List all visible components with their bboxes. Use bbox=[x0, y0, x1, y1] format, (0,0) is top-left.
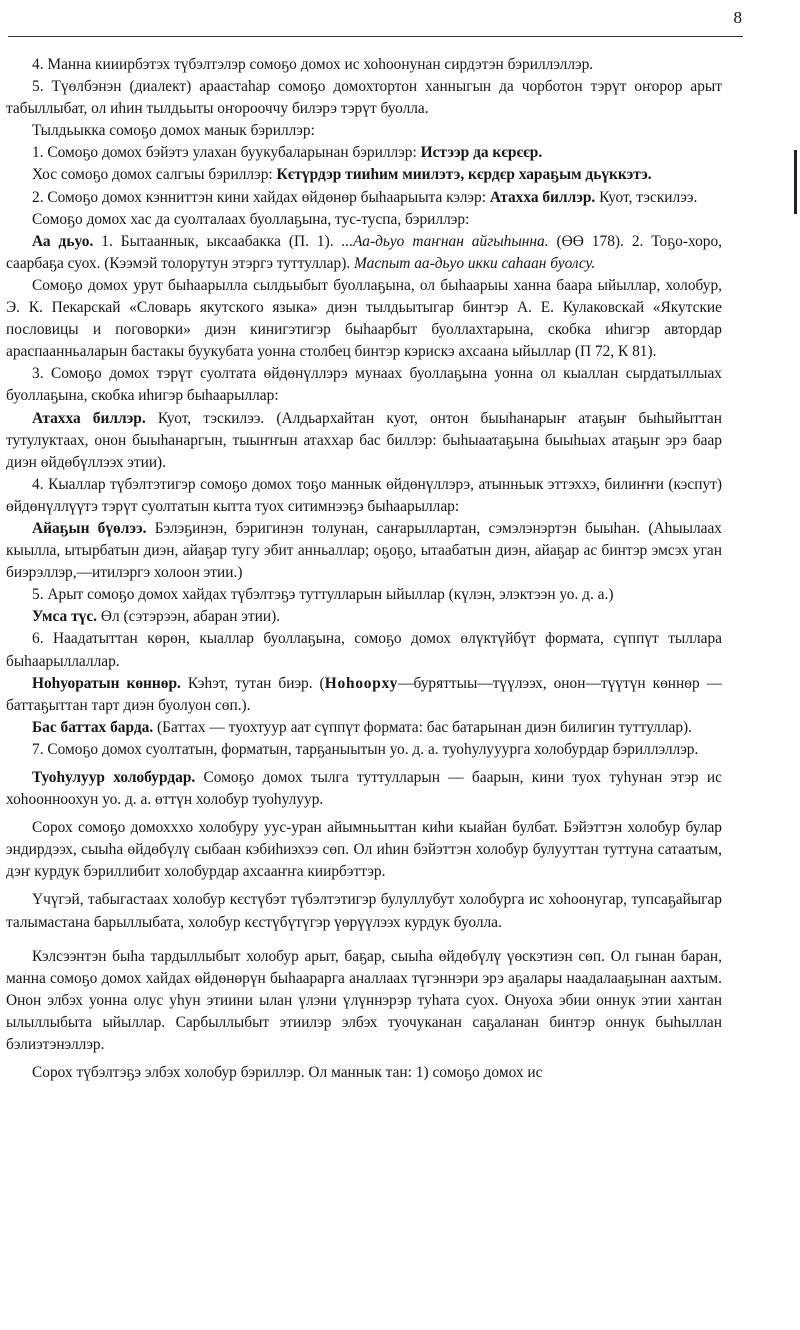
entry-aa-dyuo-source-1: (ӨӨ 178). bbox=[548, 232, 624, 250]
example-atakhkha-head: Атахха биллэр. bbox=[32, 409, 146, 427]
example-nohuoratyn-spaced: Ноһоорху bbox=[324, 674, 399, 692]
variants-rule bbox=[6, 164, 722, 186]
rule-item-7: 7. Сомоҕо домох суолтатын, форматын, тарҕаныытын уо. д. а. туоһулууурга холобурдар бэриллэллэр. bbox=[32, 740, 699, 758]
entry-format-intro: Тылдьыкка сомоҕо домох манык бэриллэр: bbox=[32, 122, 315, 140]
proof-examples-paragraph bbox=[6, 767, 722, 811]
example-umsa bbox=[6, 606, 722, 628]
variants-rule-text: Хос сомоҕо домох салгыы бэриллэр: bbox=[32, 166, 277, 184]
page-body bbox=[6, 54, 722, 1084]
entry-aa-dyuo-sense-2: 2. Тоҕо-хоро, саарбаҕа суох. (Кээмэй толорутун этэргэ туттуллар). bbox=[6, 232, 723, 272]
paragraph-last: Сорох түбэлтэҕэ элбэх холобур бэриллэр. Ол маннык тан: 1) сомоҕо домох ис bbox=[32, 1064, 543, 1082]
entry-rule-2-meaning: Куот, тэскилээ. bbox=[595, 188, 698, 206]
example-umsa-head: Умса түс. bbox=[32, 608, 98, 626]
paragraph-kelseenten: Кэлсээнтэн быһа тардыллыбыт холобур арыт, баҕар, сыыһа өйдөбүлү үөскэтиэн сөп. Ол гынан баран, манна сомоҕо домох хайдах өйдөнөрүн быһаарарга аналлаах түгэннэри эрэ аҕалары наадалааҕынан аахтым. Онон элбэх уонна олус уһун этиини ылан үлэни үлүннэрэр туһата суох. Онуоха эбии оннук этии хантан ылыллыбыта ыйыллар. Сарбыллыбыт этиилэр элбэх туочуканан саҕаланан бинтэр оннук быһыллан бэлиэтэнэллэр. bbox=[6, 947, 722, 1054]
example-nohuoratyn bbox=[6, 673, 722, 717]
example-umsa-text: Өл (сэтэрээн, абаран этии). bbox=[97, 608, 281, 626]
entry-rule-2 bbox=[6, 187, 722, 209]
example-nohuoratyn-text-1: Кэһэт, тутан биэр. ( bbox=[180, 674, 325, 692]
paragraph-uchugei: Үчүгэй, табыгастаах холобур кєстүбэт түбэлтэтигэр булуллубут холобурга ис хоһоонугар, тупсаҕайыгар талымастана барыллыбата, холобур кєстүбүтүгэр үөрүүлээх курдук буолла. bbox=[6, 891, 722, 931]
example-atakhkha bbox=[6, 408, 722, 474]
entry-aa-dyuo-example-2: Маспыт аа-дьуо икки саһаан буолсу. bbox=[354, 254, 596, 272]
entry-rule-1-text: 1. Сомоҕо домох бэйэтэ улахан буукубаларынан бэриллэр: bbox=[32, 144, 421, 162]
paragraph-soroh: Сорох сомоҕо домохххо холобуру уус-уран айымньыттан киһи кыайан булбат. Бэйэттэн холобур булар эндирдээх, сыыһа өйдөбүлү сыбаан кэбиһиэхээ сөп. Ол иһин бэйэттэн холобур булууттан туттуна сатаатым, дэҥ курдук бэриллибит холобурдар ахсааҥҥа киирбэттэр. bbox=[6, 819, 722, 881]
rule-item-4: 4. Манна кииирбэтэх түбэлтэлэр сомоҕо домох ис хоһоонунан сирдэтэн бэриллэллэр. bbox=[32, 56, 594, 73]
rule-item-5b: 5. Арыт сомоҕо домох хайдах түбэлтэҕэ туттулларын ыйыллар (күлэн, элэктээн уо. д. а.) bbox=[32, 586, 614, 604]
header-rule bbox=[8, 36, 743, 37]
entry-aa-dyuo-sense-1: 1. Бытааннык, ыксаабакка (П. 1). bbox=[93, 232, 342, 250]
proof-examples-text: Сомоҕо домох тылга туттулларын — баарын, кини туох туһунан этэр ис хоһоонноохун уо. д. а. өттүн холобур туоһулуур. bbox=[6, 769, 722, 809]
entry-rule-1-example: Истээр да кєрєєр. bbox=[420, 144, 543, 162]
page-number: 8 bbox=[733, 8, 742, 27]
entry-rule-1 bbox=[6, 142, 722, 164]
entry-aa-dyuo bbox=[6, 231, 722, 275]
entry-rule-2-example: Атахха биллэр. bbox=[489, 188, 596, 206]
proof-examples-head: Туоһулуур холобурдар. bbox=[32, 769, 196, 786]
example-nohuoratyn-head: Ноһуоратын көннөр. bbox=[32, 674, 181, 692]
example-bas-battakh-head: Бас баттах барда. bbox=[32, 718, 154, 736]
example-nohuoratyn-text-2: —буряттыы—түүлээх, онон—түүтүн көннөр — баттаҕыттан тарт диэн буолуон сөп.). bbox=[6, 674, 722, 714]
sources-paragraph: Сомоҕо домох урут быһаарылла сылдьыбыт буоллаҕына, ол быһаарыы ханна баара ыйыллар, холобур, Э. К. Пекарскай «Словарь якутского языка» диэн тылдьытыгар бинтэр А. Е. Кулаковскай «Якутские пословицы и поговорки» диэн кинигэтигэр быһаарбыт буоллахтарына, скобка иһигэр автордар араспаанньаларын бастакы буукубата уонна столбец бинтэр кэрискэ ахсаана ыйыллар (П 72, К 81). bbox=[6, 276, 722, 361]
entry-rule-2-text: 2. Сомоҕо домох кэнниттэн кини хайдах өйдөнөр быһаарыыта кэлэр: bbox=[32, 188, 490, 206]
rule-item-6: 6. Наадатыттан көрөн, кыаллар буоллаҕына, сомоҕо домох өлүктүйбүт формата, сүппүт тыллара быһаарыллаллар. bbox=[6, 630, 722, 670]
rule-item-4b: 4. Кыаллар түбэлтэтигэр сомоҕо домох тоҕо маннык өйдөнүллэрэ, атынньык эттэххэ, билиҥҥи (кэспут) өйдөнүллүүтэ тэрүт суолтатын кытта туох ситимнээҕэ быһаарыллар: bbox=[6, 475, 722, 515]
entry-aa-dyuo-example-1: ...Аа-дьуо таҥнан айгыһынна. bbox=[341, 232, 549, 250]
homonyms-rule: Сомоҕо домох хас да суолталаах буоллаҕына, тус-туспа, бэриллэр: bbox=[32, 210, 470, 228]
rule-item-5: 5. Түөлбэнэн (диалект) араастаһар сомоҕо домохтортон ханныгын да чорботон тэрүт оҥорор арыт табыллыбат, ол иһин тылдьыты оҥорооччу билэрэ тэрүт буолла. bbox=[6, 78, 722, 118]
example-bas-battakh-text: (Баттах — туохтуур аат сүппүт формата: бас батарынан диэн билигин туттуллар). bbox=[153, 718, 693, 736]
margin-mark bbox=[794, 150, 797, 214]
example-atakhkha-text: Куот, тэскилээ. (Алдьархайтан куот, онтон быыһанарыҥ атаҕыҥ быһыйыттан тутулуктаах, онон быыһанаргын, тыыҥҥын атаххар бас биллэр: быһыаатаҕына быыһыах атаҕыҥ эрэ баар диэн өйдөбүллээх этии). bbox=[6, 409, 722, 471]
entry-aa-dyuo-head: Аа дьуо. bbox=[32, 232, 94, 250]
example-aiagyn bbox=[6, 518, 722, 584]
example-aiagyn-text: Бэлэҕинэн, бэригинэн толунан, саҥарыллартан, сэмэлэнэртэн быыһан. (Аһыылаах кыыллa, ытырбатын диэн, айаҕар тугу эбит анньаллар; оҕоҕо, ытаабатын диэн, айаҕар ас бинтэр эмсэх уган биэрэллэр,—итилэргэ холоон этии.) bbox=[6, 519, 722, 582]
example-aiagyn-head: Айаҕын бүөлээ. bbox=[32, 519, 147, 537]
example-bas-battakh bbox=[6, 717, 722, 739]
variants-rule-example: Кєтүрдэр тииһим миилэтэ, кєрдєр хараҕым дьүккэтэ. bbox=[276, 166, 652, 184]
rule-item-3: 3. Сомоҕо домох тэрүт суолтата өйдөнүллэрэ мунаах буоллаҕына уонна ол кыаллан сырдатыллыах буоллаҕына, скобка иһигэр быһаарыллар: bbox=[6, 365, 722, 405]
